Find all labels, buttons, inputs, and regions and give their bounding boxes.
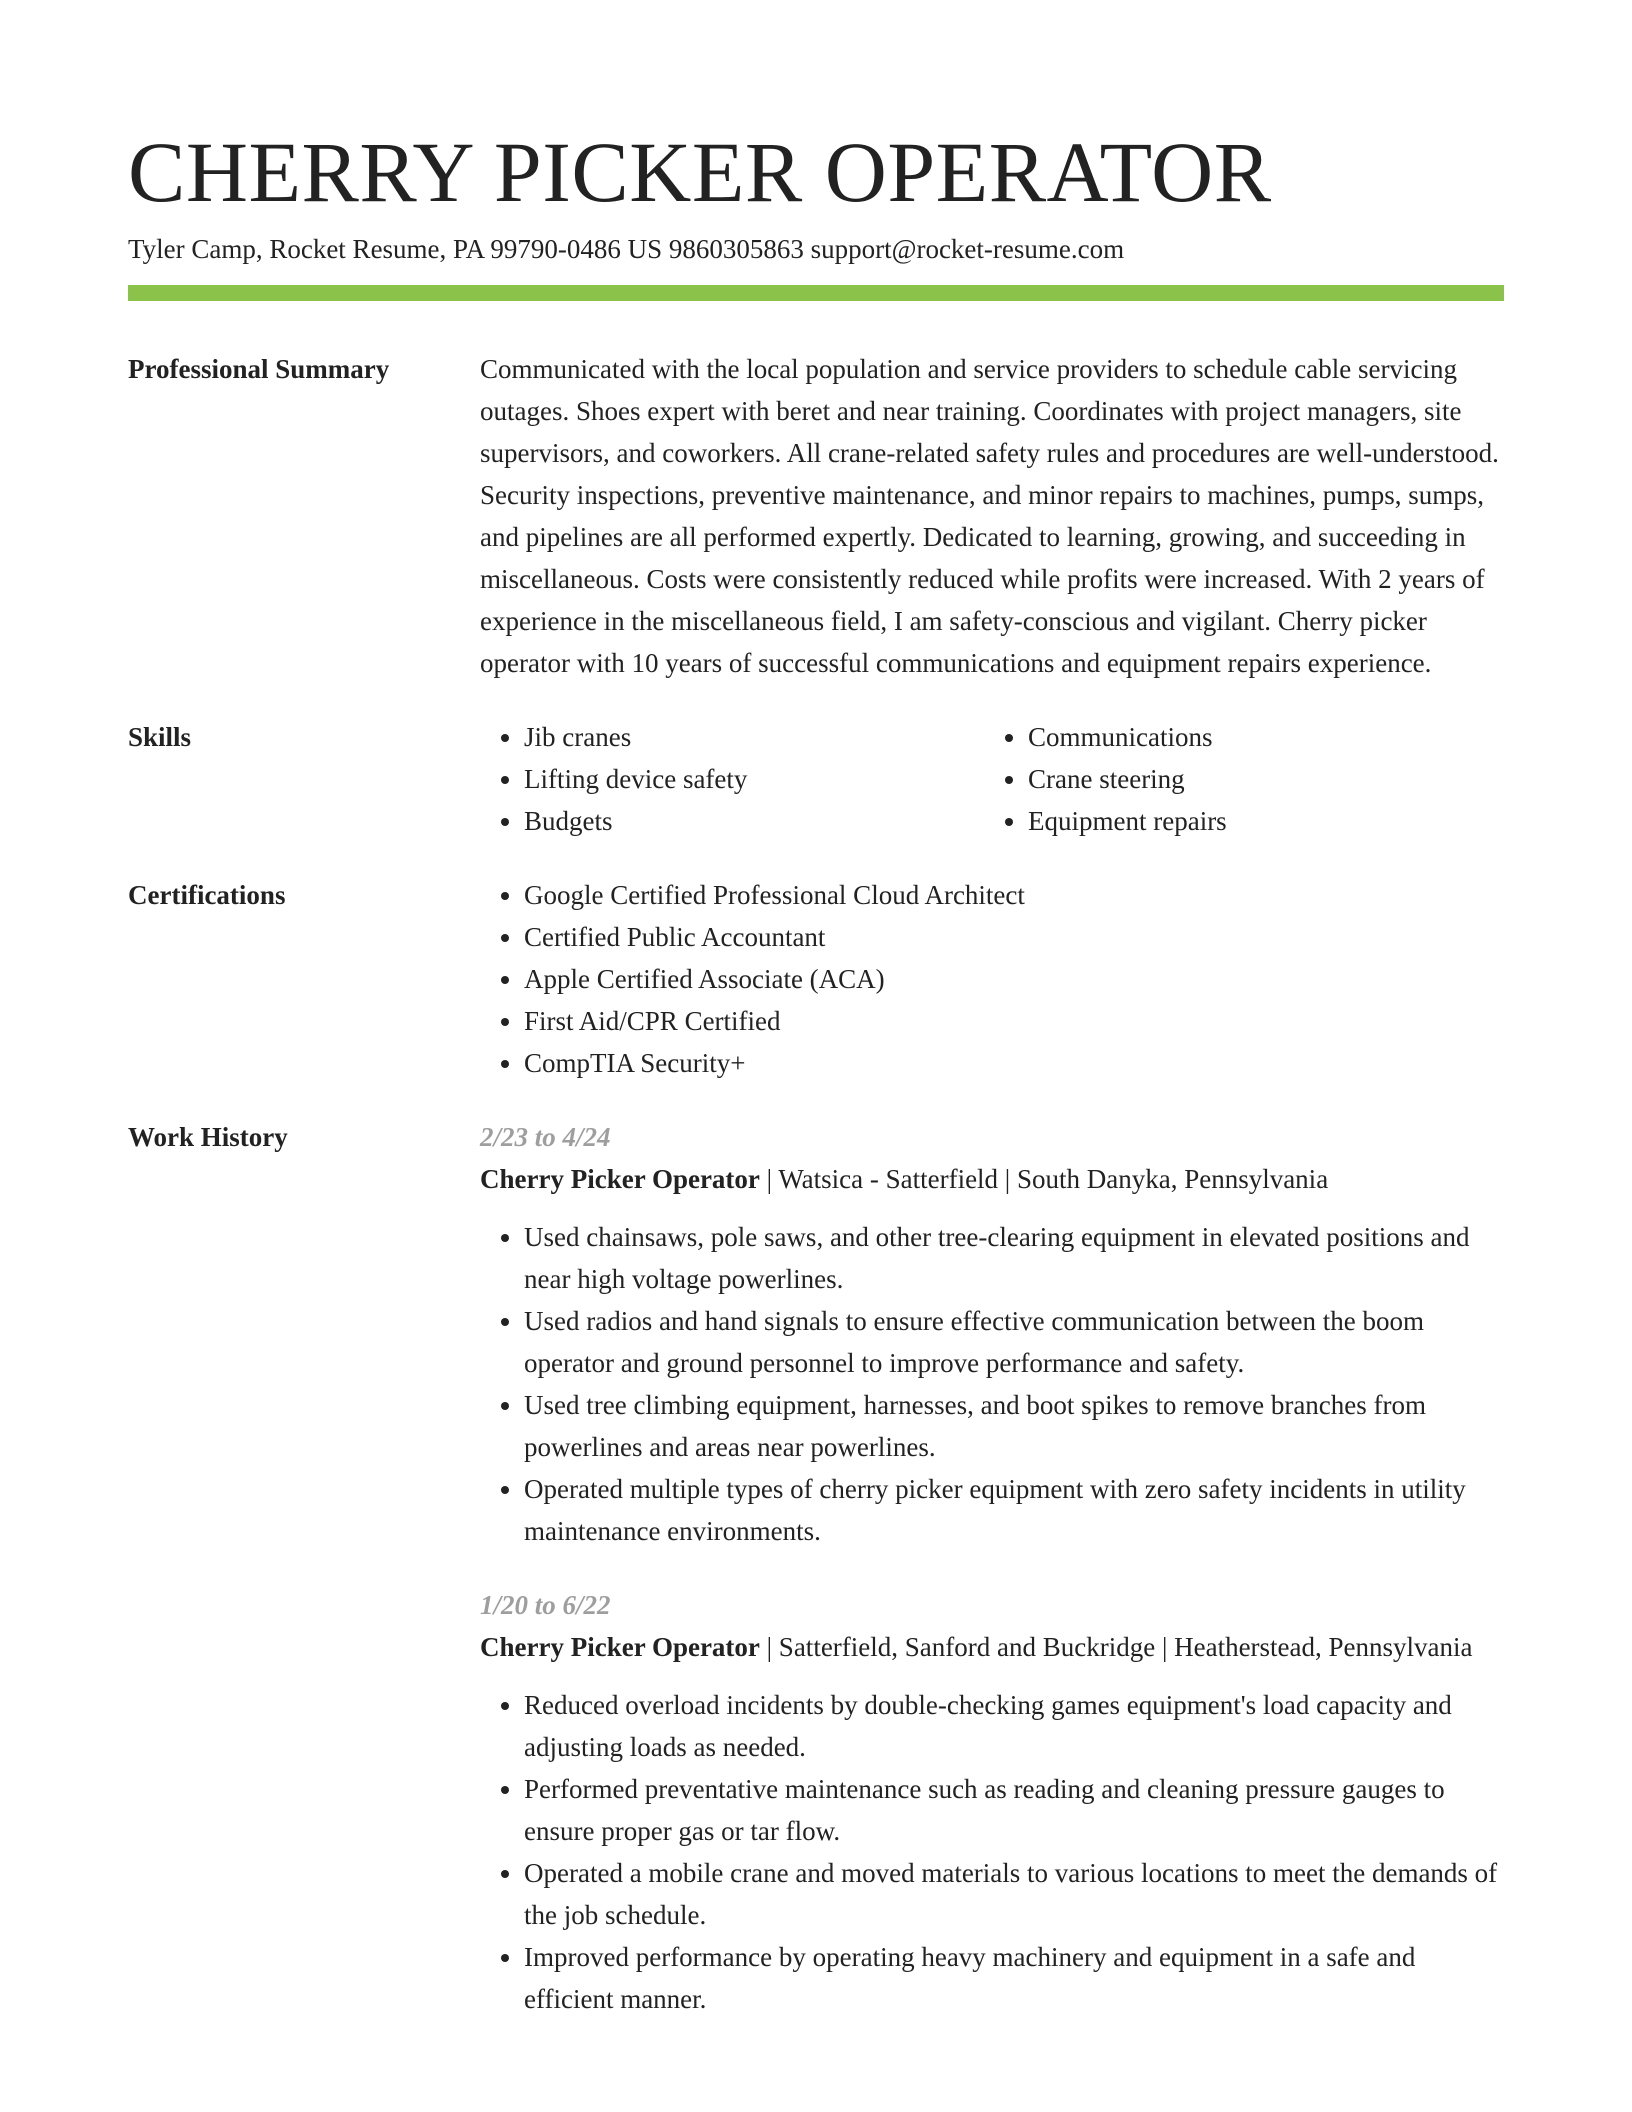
skills-column-left [480,716,984,842]
skills-grid [480,716,1504,842]
certification-item: • Certified Public Accountant [524,916,1504,958]
job-entry [480,1584,1504,2020]
certifications-section [128,874,1504,1084]
job-bullet: • Performed preventative maintenance such as reading and cleaning pressure gauges to ensure proper gas or tar flow. [524,1768,1504,1852]
job-entry [480,1116,1504,1552]
skills-label: Skills [128,722,192,752]
job-dates: 1/20 to 6/22 [480,1590,611,1620]
job-dates: 2/23 to 4/24 [480,1122,611,1152]
job-bullets [480,1684,1504,2020]
resume-sections [128,348,1504,2020]
job-title: Cherry Picker Operator [480,1632,760,1662]
certification-item: • First Aid/CPR Certified [524,1000,1504,1042]
summary-body [480,348,1504,684]
skill-item: • Crane steering [1028,758,1488,800]
job-bullet: • Operated multiple types of cherry picker equipment with zero safety incidents in utility maintenance environments. [524,1468,1504,1552]
skill-item: • Jib cranes [524,716,984,758]
skills-section [128,716,1504,842]
job-details: | Satterfield, Sanford and Buckridge | Heatherstead, Pennsylvania [759,1632,1473,1662]
work-history-section [128,1116,1504,2020]
skill-item: • Lifting device safety [524,758,984,800]
job-bullet: • Used chainsaws, pole saws, and other tree-clearing equipment in elevated positions and near high voltage powerlines. [524,1216,1504,1300]
header-divider [128,285,1504,301]
job-bullet: • Used radios and hand signals to ensure effective communication between the boom operator and ground personnel to improve performance and safety. [524,1300,1504,1384]
job-bullets [480,1216,1504,1552]
skills-list-right [984,716,1488,842]
skill-item: • Equipment repairs [1028,800,1488,842]
summary-section [128,348,1504,684]
skill-item: • Budgets [524,800,984,842]
summary-text: Communicated with the local population and service providers to schedule cable servicing outages. Shoes expert with beret and near training. Coordinates with project managers, site supervisors, and coworkers. All crane-related safety rules and procedures are well-understood. Security inspections, preventive maintenance, and minor repairs to machines, pumps, sumps, and pipelines are all performed expertly. Dedicated to learning, growing, and succeeding in miscellaneous. Costs were consistently reduced while profits were increased. With 2 years of experience in the miscellaneous field, I am safety-conscious and vigilant. Cherry picker operator with 10 years of successful communications and equipment repairs experience. [480,354,1499,678]
work-history-body [480,1116,1504,2020]
job-bullet: • Used tree climbing equipment, harnesses, and boot spikes to remove branches from powerlines and areas near powerlines. [524,1384,1504,1468]
certifications-label: Certifications [128,880,286,910]
certifications-list [480,874,1504,1084]
certification-item: • CompTIA Security+ [524,1042,1504,1084]
skills-body [480,716,1504,842]
job-bullet: • Improved performance by operating heavy machinery and equipment in a safe and efficient manner. [524,1936,1504,2020]
job-details: | Watsica - Satterfield | South Danyka, Pennsylvania [759,1164,1329,1194]
job-bullet: • Operated a mobile crane and moved materials to various locations to meet the demands of the job schedule. [524,1852,1504,1936]
certification-item: • Apple Certified Associate (ACA) [524,958,1504,1000]
job-title: Cherry Picker Operator [480,1164,760,1194]
job-bullet: • Reduced overload incidents by double-checking games equipment's load capacity and adjusting loads as needed. [524,1684,1504,1768]
work-history-label: Work History [128,1122,288,1152]
certifications-body [480,874,1504,1084]
job-heading [480,1158,1504,1200]
job-heading [480,1626,1504,1668]
skills-list-left [480,716,984,842]
summary-label: Professional Summary [128,354,390,384]
resume-title: CHERRY PICKER OPERATOR [128,124,1272,220]
skills-column-right [984,716,1488,842]
certification-item: • Google Certified Professional Cloud Architect [524,874,1504,916]
skill-item: • Communications [1028,716,1488,758]
contact-info: Tyler Camp, Rocket Resume, PA 99790-0486 US 9860305863 support@rocket-resume.com [128,234,1125,264]
